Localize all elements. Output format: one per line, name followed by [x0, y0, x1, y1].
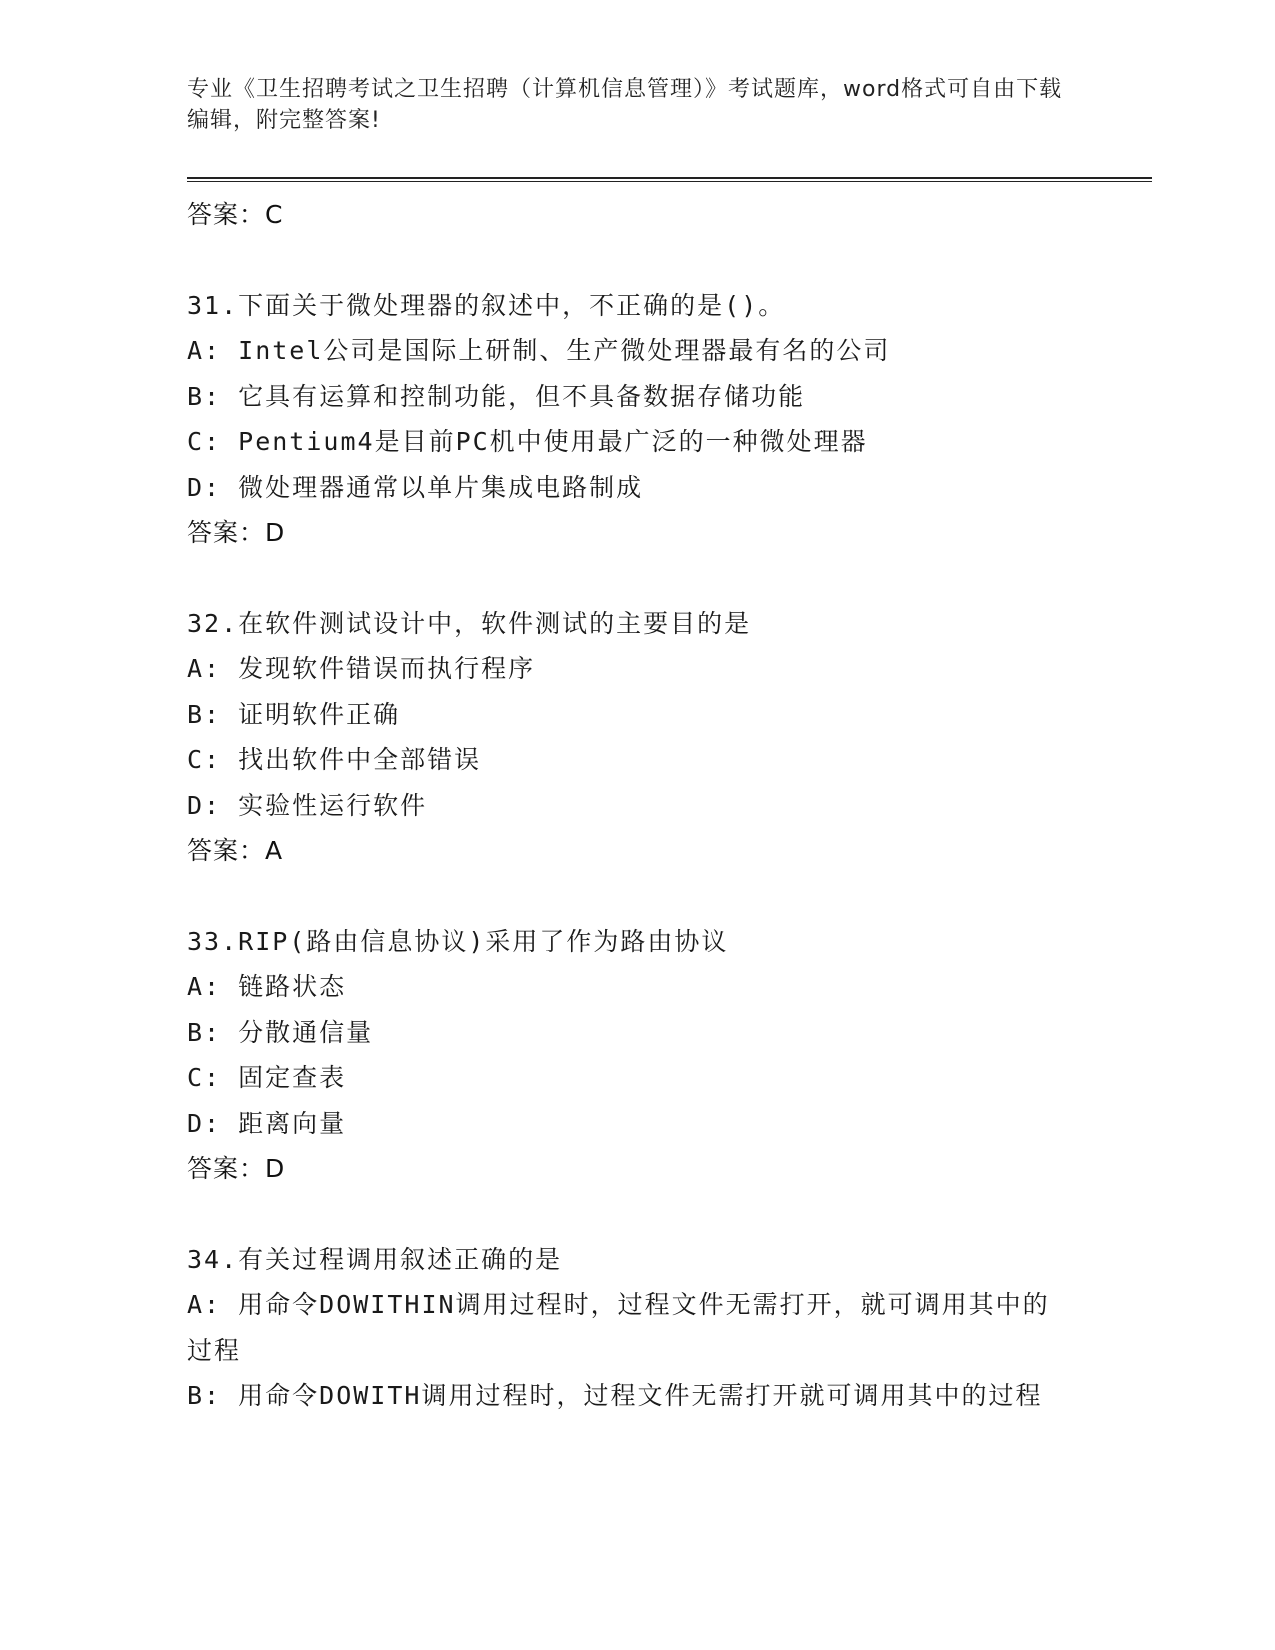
previous-answer: 答案：C	[187, 200, 284, 229]
question-stem: 33.RIP(路由信息协议)采用了作为路由协议	[187, 926, 729, 956]
option-d: D: 实验性运行软件	[187, 790, 428, 820]
answer: 答案：D	[187, 1154, 286, 1183]
answer: 答案：D	[187, 518, 286, 547]
option-a: A: Intel公司是国际上研制、生产微处理器最有名的公司	[187, 336, 891, 365]
question-stem: 34.有关过程调用叙述正确的是	[187, 1244, 563, 1274]
answer: 答案：A	[187, 836, 284, 865]
question-32	[187, 601, 1087, 874]
option-a: A: 链路状态	[187, 972, 347, 1001]
option-b: B: 证明软件正确	[187, 699, 401, 729]
question-stem: 32.在软件测试设计中，软件测试的主要目的是	[187, 608, 752, 638]
question-31	[187, 283, 1087, 556]
option-a: A: 用命令DOWITHIN调用过程时，过程文件无需打开，就可调用其中的过程	[187, 1290, 1050, 1365]
option-a: A: 发现软件错误而执行程序	[187, 654, 536, 683]
header-divider	[187, 177, 1152, 182]
question-33	[187, 919, 1087, 1192]
option-b: B: 用命令DOWITH调用过程时，过程文件无需打开就可调用其中的过程	[187, 1381, 1043, 1410]
option-c: C: Pentium4是目前PC机中使用最广泛的一种微处理器	[187, 427, 868, 456]
page-header: 专业《卫生招聘考试之卫生招聘（计算机信息管理）》考试题库，word格式可自由下载编辑，附完整答案!	[187, 77, 1063, 133]
question-34	[187, 1237, 1087, 1419]
option-d: D: 距离向量	[187, 1108, 347, 1138]
option-c: C: 固定查表	[187, 1063, 347, 1092]
option-d: D: 微处理器通常以单片集成电路制成	[187, 472, 644, 502]
question-list	[187, 192, 1087, 1419]
option-b: B: 它具有运算和控制功能，但不具备数据存储功能	[187, 381, 806, 411]
option-c: C: 找出软件中全部错误	[187, 745, 482, 774]
question-stem: 31.下面关于微处理器的叙述中，不正确的是()。	[187, 290, 786, 320]
option-b: B: 分散通信量	[187, 1017, 374, 1047]
